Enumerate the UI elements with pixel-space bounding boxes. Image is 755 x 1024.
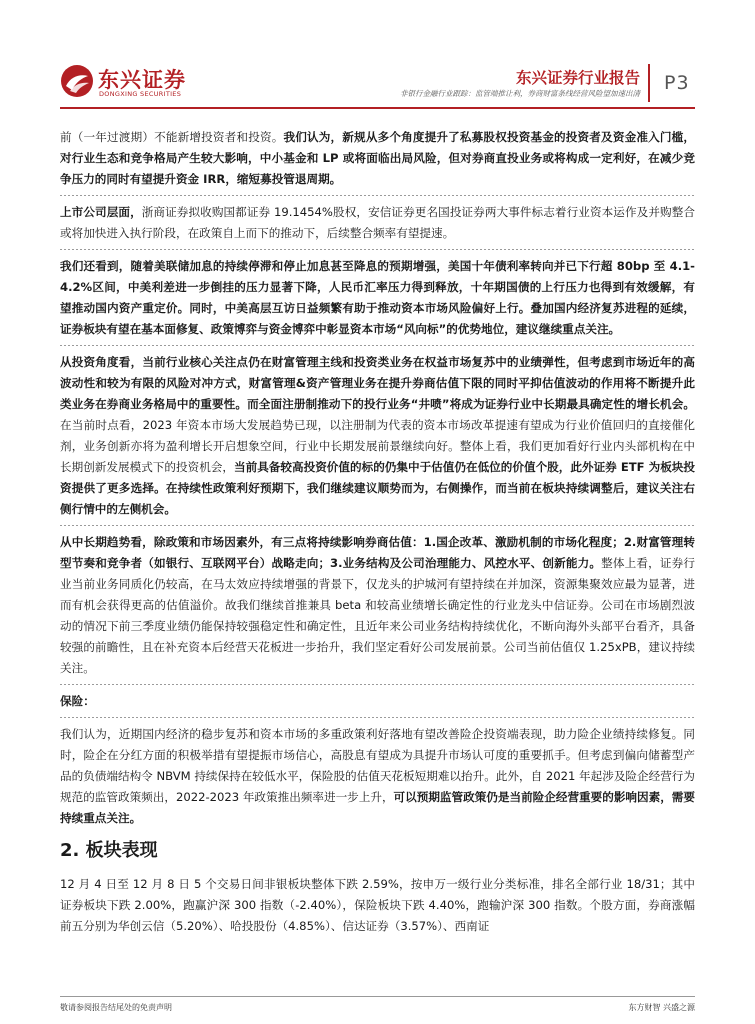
header-rule — [60, 107, 695, 109]
header-divider — [648, 64, 650, 102]
company-logo — [60, 62, 200, 102]
report-title: 东兴证券行业报告 — [515, 69, 640, 87]
footer-rule — [60, 996, 695, 997]
paragraph-bold-text: 从中长期趋势看，除政策和市场因素外，有三点将持续影响券商估值：1.国企改革、激励机制的市场化程度；2.财富管理转型节奏和竞争者（如银行、互联网平台）战略走向；3.业务结构及公司治理能力、风控水平、创新能力。 — [60, 535, 695, 570]
dotted-divider — [60, 525, 695, 526]
paragraph-insurance — [60, 724, 695, 829]
page-footer — [60, 1002, 695, 1018]
paragraph-bold-text: 当前具备较高投资价值的标的仍集中于估值仍在低位的价值个股，此外证券 ETF 为板块投资提供了更多选择。在持续性政策利好预期下，我们继续建议顺势而为，右侧操作，而当前在板块持续调整后，建议关注右侧行情中的左侧机会。 — [60, 460, 695, 516]
paragraph-bold-text: 可以预期监管政策仍是当前险企经营重要的影响因素，需要持续重点关注。 — [60, 790, 695, 825]
paragraph-text: 在当前时点看，2023 年资本市场大发展趋势已现，以注册制为代表的资本市场改革提速有望成为行业价值回归的直接催化剂，业务创新亦将为盈利增长开启想象空间，行业中长期发展前景继续向好。整体上看，我们更加看好行业内头部机构在中长期创新发展模式下的投资机会， — [60, 418, 695, 474]
paragraph-bold-text: 上市公司层面， — [60, 205, 142, 219]
dotted-divider — [60, 717, 695, 718]
dotted-divider — [60, 684, 695, 685]
paragraph-investment-view — [60, 352, 695, 520]
logo-chinese-name: 东兴证券 — [98, 68, 186, 92]
insurance-heading: 保险： — [60, 694, 95, 708]
paragraph-text: 整体上看，证券行业当前业务同质化仍较高，在马太效应持续增强的背景下，仅龙头的护城河有望持续在并加深，资源集聚效应最为显著，进而有机会获得更高的估值溢价。故我们继续首推兼具 beta 和较高业绩增长确定性的行业龙头中信证券。公司在市场剧烈波动的情况下前三季度业绩仍能保持较强稳定性和确定性，且近年来公司业务结构持续优化，不断向海外头部平台看齐，具备较强的前瞻性，且在补充资本后经营天花板进一步抬升，我们坚定看好公司发展前景。公司当前估值仅 1.25xPB，建议持续关注。 — [60, 556, 695, 675]
section-title-sector-performance: 2. 板块表现 — [60, 840, 158, 861]
footer-slogan: 东方财智 兴盛之源 — [628, 1003, 695, 1012]
paragraph-long-term-trends — [60, 532, 695, 679]
paragraph-bold-text: 我们认为，新规从多个角度提升了私募股权投资基金的投资者及资金准入门槛，对行业生态和竞争格局产生较大影响，中小基金和 LP 或将面临出局风险，但对券商直投业务或将构成一定利好，在减少竞争压力的同时有望提升资金 IRR，缩短募投管退周期。 — [60, 130, 695, 186]
page-number: P3 — [664, 72, 690, 94]
paragraph-listed-companies — [60, 202, 695, 244]
page-header — [0, 0, 755, 112]
paragraph-pe-fund-rules — [60, 127, 695, 190]
report-subtitle: 非银行金融行业跟踪：监管端推让利，券商财富条线经营风险望加速出清 — [400, 89, 640, 98]
paragraph-text: 我们认为，近期国内经济的稳步复苏和资本市场的多重政策利好落地有望改善险企投资端表现，助力险企业绩持续修复。同时，险企在分红方面的积极举措有望提振市场信心，高股息有望成为具提升市场认可度的重要抓手。但考虑到偏向储蓄型产品的负债端结构令 NBVM 持续保持在较低水平，保险股的估值天花板短期难以抬升。此外，自 2021 年起涉及险企经营行为规范的监管政策频出，2022-2023 年政策推出频率进一步上升， — [60, 727, 695, 804]
paragraph-sector-performance: 12 月 4 日至 12 月 8 日 5 个交易日间非银板块整体下跌 2.59%，按申万一级行业分类标准，排名全部行业 18/31；其中证券板块下跌 2.00%，跑赢沪深 300 指数（-2.40%），保险板块下跌 4.40%，跑输沪深 300 指数。个股方面，券商涨幅前五分别为华创云信（5.20%）、哈投股份（4.85%）、信达证券（3.57%）、西南证 — [60, 877, 695, 933]
footer-disclaimer: 敬请参阅报告结尾处的免责声明 — [60, 1003, 172, 1012]
main-content — [60, 127, 695, 937]
paragraph-text: 前（一年过渡期）不能新增投资者和投资。 — [60, 130, 284, 144]
dotted-divider — [60, 345, 695, 346]
paragraph-text: 浙商证券拟收购国都证券 19.1454%股权，安信证券更名国投证券两大事件标志着行业资本运作及并购整合或将加快进入执行阶段，在政策自上而下的推动下，后续整合频率有望提速。 — [60, 205, 695, 240]
dongxing-logo-icon — [60, 64, 94, 98]
paragraph-macro-outlook: 我们还看到，随着美联储加息的持续停滞和停止加息甚至降息的预期增强，美国十年债利率转向并已下行超 80bp 至 4.1-4.2%区间，中美利差进一步倒挂的压力显著下降，人民币汇率压力得到释放，十年期国债的上行压力也得到有效缓解，有望推动国内资产重定价。同时，中美高层互访日益频繁有助于推动资本市场风险偏好上行。叠加国内经济复苏进程的延续，证券板块有望在基本面修复、政策博弈与资金博弈中彰显资本市场“风向标”的优势地位，建议继续重点关注。 — [60, 259, 695, 336]
logo-english-name: DONGXING SECURITIES — [99, 90, 182, 98]
dotted-divider — [60, 195, 695, 196]
dotted-divider — [60, 249, 695, 250]
paragraph-bold-text: 从投资角度看，当前行业核心关注点仍在财富管理主线和投资类业务在权益市场复苏中的业绩弹性，但考虑到市场近年的高波动性和较为有限的风险对冲方式，财富管理&资产管理业务在提升券商估值下限的同时平抑估值波动的作用将不断提升此类业务在券商业务格局中的重要性。而全面注册制推动下的投行业务“井喷”将成为证券行业中长期最具确定性的增长机会。 — [60, 355, 695, 411]
